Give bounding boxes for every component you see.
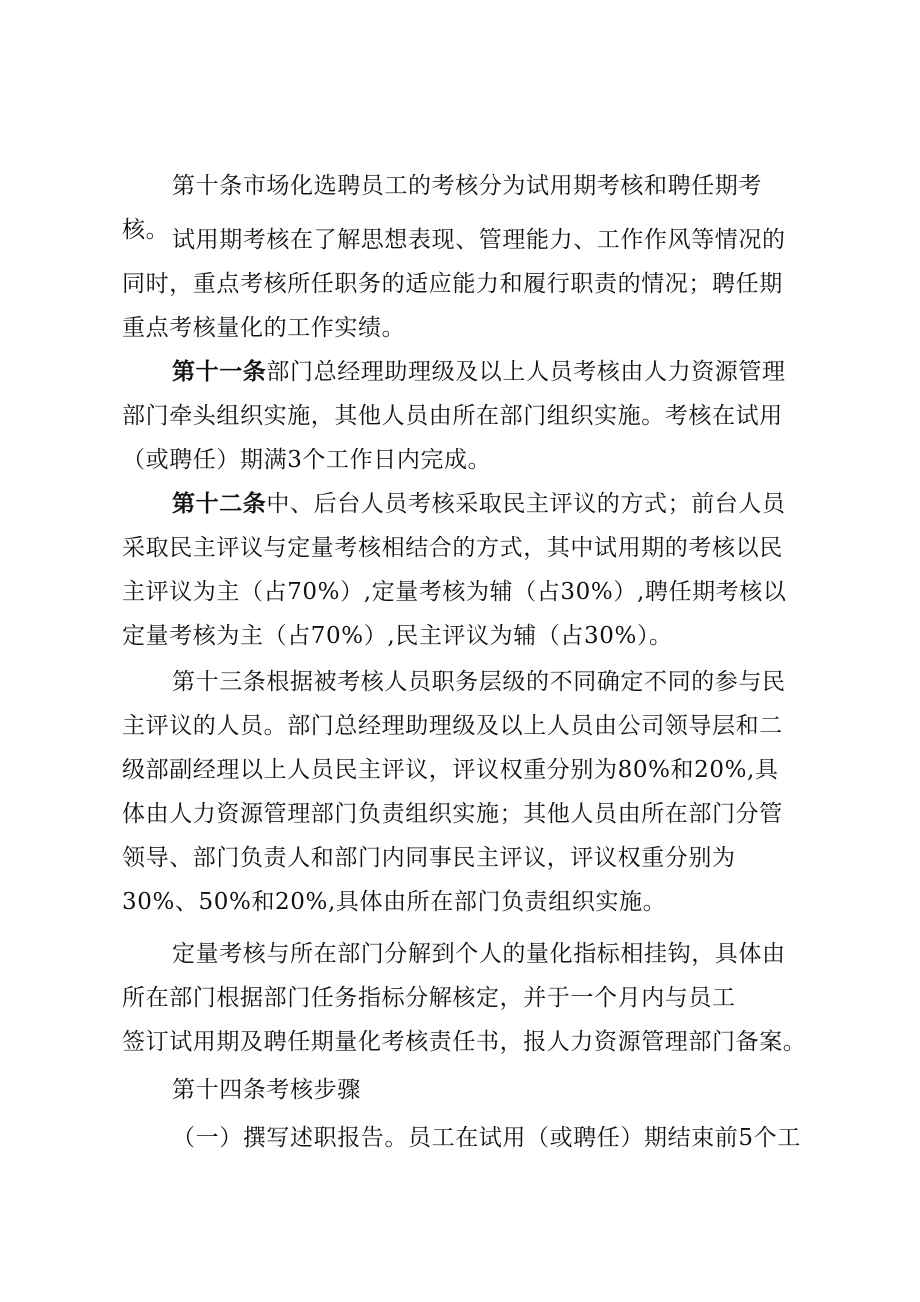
article-number: 第十二条 xyxy=(172,491,267,517)
paragraph-text: 部门总经理助理级及以上人员考核由人力资源管理部门牵头组织实施，其他人员由所在部门组织实施。考核在试用（或聘任）期满3个工作日内完成。 xyxy=(122,359,786,473)
paragraph-text: 根据被考核人员职务层级的不同确定不同的参与民主评议的人员。部门总经理助理级及以上人员由公司领导层和二级部副经理以上人员民主评议，评议权重分别为80%和20%,具体由人力资源管理部门负责组织实施；其他人员由所在部门分管领导、部门负责人和部门内同事民主评议，评议权重分别为30%、50%和20%,具体由所在部门负责组织实施。 xyxy=(122,669,786,915)
article-number: 第十四条 xyxy=(172,1077,267,1103)
paragraph-article-14 xyxy=(172,1068,361,1112)
paragraph-text: 考核步骤 xyxy=(266,1077,361,1103)
paragraph-article-11 xyxy=(122,350,802,482)
article-number: 第十条 xyxy=(172,173,243,199)
article-number: 第十三条 xyxy=(172,669,267,695)
paragraph-article-13 xyxy=(122,660,802,924)
paragraph-continuation xyxy=(122,1020,806,1064)
paragraph-probation-assessment xyxy=(122,218,802,350)
paragraph-text: （一）撰写述职报告。员工在试用（或聘任）期结束前5个工 xyxy=(172,1125,801,1151)
paragraph-step-1 xyxy=(172,1116,801,1160)
paragraph-text: 签订试用期及聘任期量化考核责任书，报人力资源管理部门备案。 xyxy=(122,1029,807,1055)
article-number: 第十一条 xyxy=(172,359,267,385)
paragraph-text: 市场化选聘员工的考核分为试用期考核和聘任期考核。 xyxy=(122,173,763,243)
paragraph-text: 定量考核与所在部门分解到个人的量化指标相挂钩，具体由所在部门根据部门任务指标分解核定，并于一个月内与员工 xyxy=(122,941,786,1011)
paragraph-article-12 xyxy=(122,482,802,658)
paragraph-text: 试用期考核在了解思想表现、管理能力、工作作风等情况的同时，重点考核所任职务的适应能力和履行职责的情况；聘任期重点考核量化的工作实绩。 xyxy=(122,227,786,341)
paragraph-quantitative-assessment xyxy=(122,932,802,1020)
paragraph-text: 中、后台人员考核采取民主评议的方式；前台人员采取民主评议与定量考核相结合的方式，其中试用期的考核以民主评议为主（占70%）,定量考核为辅（占30%）,聘任期考核以定量考核为主（占70%）,民主评议为辅（占30%）。 xyxy=(122,491,787,649)
